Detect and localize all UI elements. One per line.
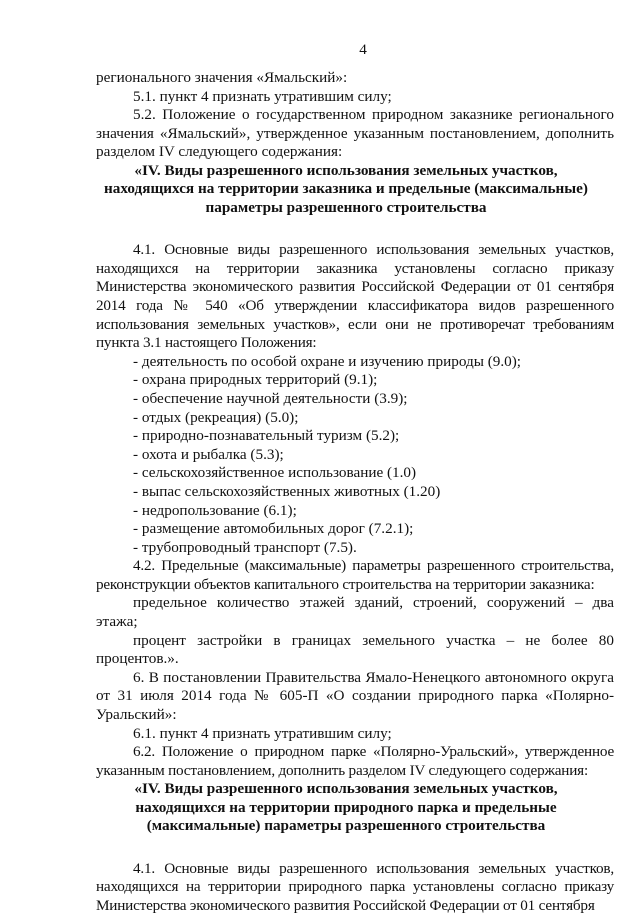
paragraph-6-2: 6.2. Положение о природном парке «Полярно-Уральский», утвержденное указанным постановлением, дополнить разделом IV следующего содержания:	[96, 743, 614, 779]
page-number: 4	[359, 41, 367, 58]
list-item: - недропользование (6.1);	[133, 501, 297, 519]
list-item: - отдых (рекреация) (5.0);	[133, 408, 299, 426]
land-use-list	[96, 353, 614, 558]
heading-line: параметры разрешенного строительства	[205, 198, 487, 216]
paragraph-6: 6. В постановлении Правительства Ямало-Ненецкого автономного округа от 31 июля 2014 года № 605-П «О создании природного парка «Полярно-Уральский»:	[96, 668, 614, 724]
paragraph-line: регионального значения «Ямальский»:	[96, 69, 348, 86]
paragraph-4-2: 4.2. Предельные (максимальные) параметры разрешенного строительства, реконструкции объектов капитального строительства на территории заказника:	[96, 557, 614, 593]
list-item: - охрана природных территорий (9.1);	[133, 371, 378, 389]
list-item: - обеспечение научной деятельности (3.9);	[133, 389, 408, 407]
list-item: - деятельность по особой охране и изучению природы (9.0);	[133, 352, 522, 370]
list-item: - охота и рыбалка (5.3);	[133, 445, 284, 463]
section-heading-zakaznik	[96, 162, 614, 217]
heading-line: (максимальные) параметры разрешенного строительства	[146, 817, 546, 835]
heading-line: «IV. Виды разрешенного использования земельных участков,	[134, 161, 558, 179]
paragraph-5-1: 5.1. пункт 4 признать утратившим силу;	[133, 87, 392, 105]
heading-line: находящихся на территории заказника и предельные (максимальные)	[104, 180, 588, 198]
list-item: - сельскохозяйственное использование (1.0)	[133, 464, 417, 482]
paragraph-5-2: 5.2. Положение о государственном природном заказнике регионального значения «Ямальский», утвержденное указанным постановлением, дополнить разделом IV следующего содержания:	[96, 106, 614, 161]
paragraph-4-2-floors: предельное количество этажей зданий, строений, сооружений – два этажа;	[96, 594, 614, 631]
section-heading-park	[96, 780, 614, 835]
list-item: - трубопроводный транспорт (7.5).	[133, 538, 357, 556]
paragraph-4-1-zakaznik: 4.1. Основные виды разрешенного использования земельных участков, находящихся на территории заказника установлены согласно приказу Министерства экономического развития Российской Федерации от 01 сентября 2014 года № 540 «Об утверждении классификатора видов разрешенного использования земельных участков», если они не противоречат требованиям пункта 3.1 настоящего Положения:	[96, 241, 614, 352]
heading-line: «IV. Виды разрешенного использования земельных участков,	[134, 780, 558, 798]
list-item: - выпас сельскохозяйственных животных (1.20)	[133, 482, 441, 500]
list-item: - природно-познавательный туризм (5.2);	[133, 427, 400, 445]
list-item: - размещение автомобильных дорог (7.2.1);	[133, 520, 414, 538]
heading-line: находящихся на территории природного парка и предельные	[135, 798, 557, 816]
paragraph-4-2-coverage: процент застройки в границах земельного участка – не более 80 процентов.».	[96, 631, 614, 668]
paragraph-4-1-park: 4.1. Основные виды разрешенного использования земельных участков, находящихся на территории природного парка установлены согласно приказу Министерства экономического развития Российской Федерации от 01 сентября	[96, 859, 614, 914]
paragraph-6-1: 6.1. пункт 4 признать утратившим силу;	[133, 724, 392, 742]
